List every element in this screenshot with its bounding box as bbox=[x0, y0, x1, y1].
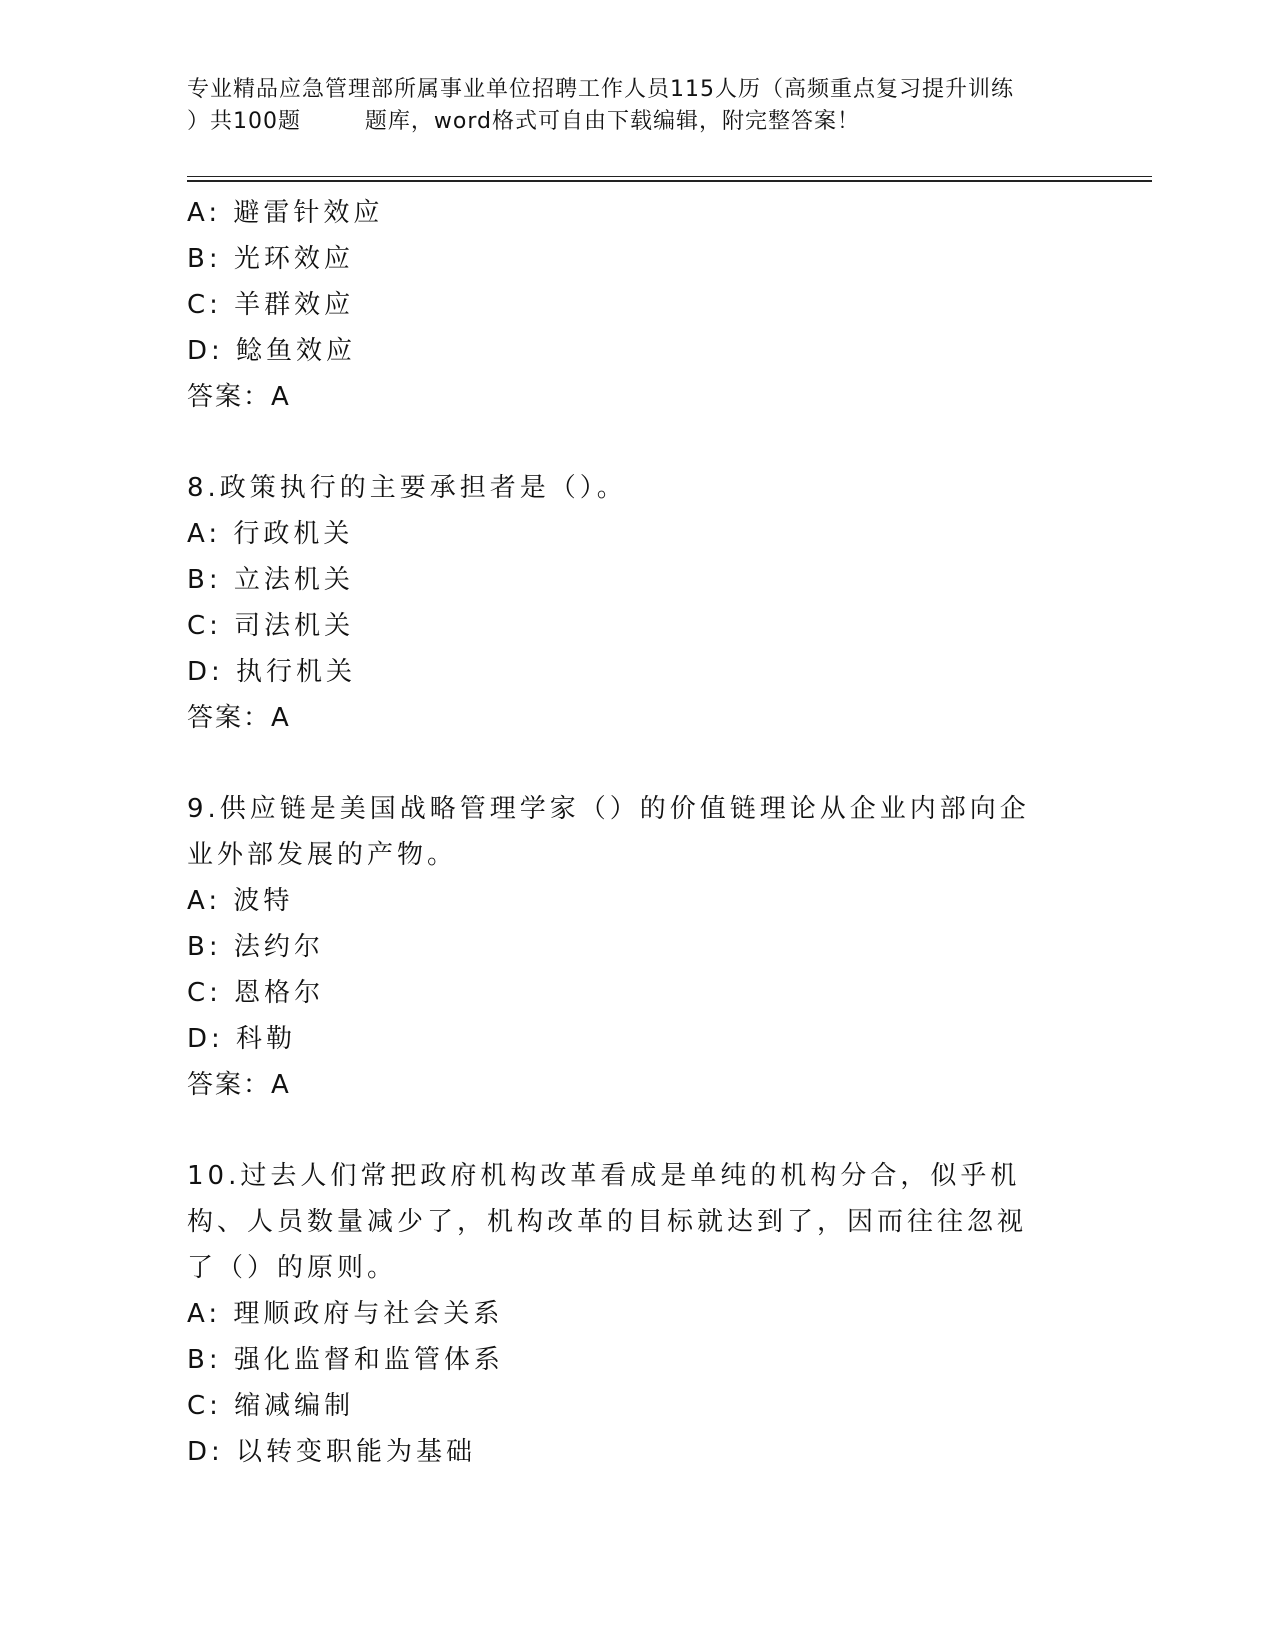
answer-line: 答案：A bbox=[187, 703, 291, 733]
question-block-8 bbox=[187, 465, 1087, 741]
option-c: C: 司法机关 bbox=[187, 611, 355, 641]
option-d: D: 以转变职能为基础 bbox=[187, 1437, 477, 1467]
option-b: B: 强化监督和监管体系 bbox=[187, 1345, 504, 1375]
header-line-2: ）共100题 题库，word格式可自由下载编辑，附完整答案！ bbox=[187, 109, 861, 134]
option-c: C: 缩减编制 bbox=[187, 1391, 355, 1421]
question-block-10 bbox=[187, 1153, 1087, 1475]
document-header bbox=[187, 74, 1087, 138]
option-c: C: 恩格尔 bbox=[187, 978, 325, 1008]
option-c: C: 羊群效应 bbox=[187, 290, 355, 320]
question-block-9 bbox=[187, 786, 1087, 1108]
option-d: D: 执行机关 bbox=[187, 657, 357, 687]
header-line-1: 专业精品应急管理部所属事业单位招聘工作人员115人历（高频重点复习提升训练 bbox=[187, 77, 1014, 102]
question-text: 10.过去人们常把政府机构改革看成是单纯的机构分合，似乎机构、人员数量减少了，机构改革的目标就达到了，因而往往忽视了（）的原则。 bbox=[187, 1161, 1028, 1283]
option-b: B: 法约尔 bbox=[187, 932, 324, 962]
question-text: 8.政策执行的主要承担者是（）。 bbox=[187, 473, 627, 503]
option-b: B: 立法机关 bbox=[187, 565, 354, 595]
option-a: A: 行政机关 bbox=[187, 519, 354, 549]
header-divider-thick bbox=[187, 180, 1152, 182]
question-list bbox=[187, 190, 1087, 1475]
option-a: A: 理顺政府与社会关系 bbox=[187, 1299, 504, 1329]
header-divider-thin bbox=[187, 176, 1152, 177]
answer-line: 答案：A bbox=[187, 1070, 291, 1100]
option-a: A: 波特 bbox=[187, 886, 294, 916]
option-b: B: 光环效应 bbox=[187, 244, 354, 274]
option-a: A: 避雷针效应 bbox=[187, 198, 384, 228]
question-block-7 bbox=[187, 190, 1087, 420]
answer-line: 答案：A bbox=[187, 382, 291, 412]
option-d: D: 鲶鱼效应 bbox=[187, 336, 357, 366]
option-d: D: 科勒 bbox=[187, 1024, 297, 1054]
question-text: 9.供应链是美国战略管理学家（）的价值链理论从企业内部向企业外部发展的产物。 bbox=[187, 794, 1030, 870]
